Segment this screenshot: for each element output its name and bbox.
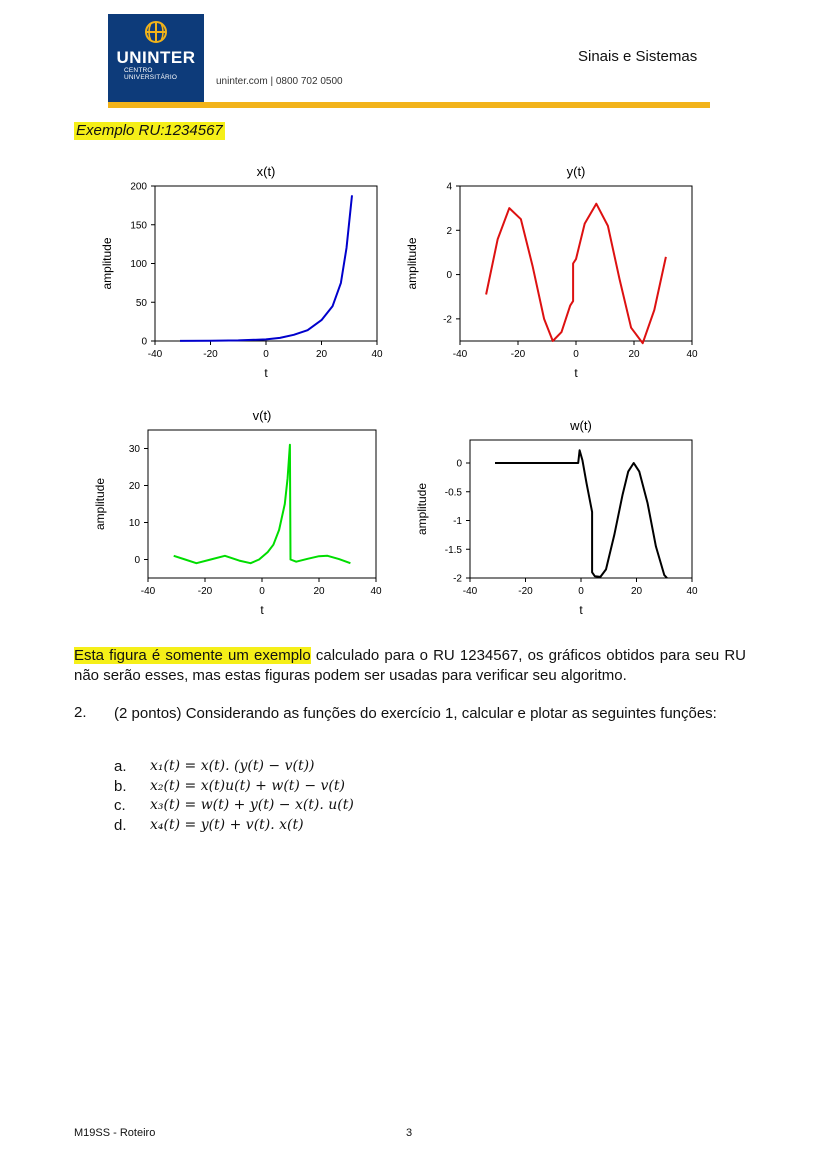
course-title: Sinais e Sistemas <box>578 48 698 65</box>
y-axis-label: amplitude <box>405 237 419 290</box>
x-tick-label: -20 <box>518 586 533 597</box>
x-axis-label: t <box>579 603 583 617</box>
header-rule <box>108 102 710 108</box>
y-tick-label: -2 <box>443 314 452 326</box>
item-label: d. <box>114 816 127 834</box>
x-tick-label: -40 <box>147 349 163 360</box>
x-axis-label: t <box>574 366 578 380</box>
x-tick-label: 20 <box>315 349 328 360</box>
logo-sub-1: CENTRO <box>124 67 153 74</box>
y-axis-label: amplitude <box>415 482 429 536</box>
contact-line: uninter.com | 0800 702 0500 <box>216 76 343 87</box>
chart-title: x(t) <box>256 164 276 179</box>
page-number: 3 <box>406 1127 413 1139</box>
y-tick-label: -1.5 <box>444 544 462 556</box>
y-tick-label: 4 <box>446 181 452 193</box>
y-tick-label: 0 <box>134 555 140 566</box>
chart-title: y(t) <box>566 164 586 179</box>
footer-doc-name: M19SS - Roteiro <box>74 1127 156 1139</box>
globe-icon <box>108 20 204 49</box>
equation: x₁(t) = x(t). (y(t) − v(t)) <box>150 758 315 774</box>
x-tick-label: 0 <box>259 586 265 597</box>
y-tick-label: 10 <box>128 518 140 529</box>
x-tick-label: 40 <box>371 349 383 360</box>
y-tick-label: 2 <box>446 225 452 237</box>
series-line <box>486 204 666 344</box>
y-tick-label: 0 <box>456 458 462 470</box>
x-tick-label: 20 <box>313 586 325 597</box>
x-tick-label: -40 <box>140 586 156 597</box>
x-tick-label: -20 <box>203 349 218 360</box>
x-tick-label: 0 <box>578 586 584 597</box>
highlighted-text: Esta figura é somente um exemplo <box>74 647 311 664</box>
x-axis-label: t <box>260 603 264 617</box>
x-tick-label: 0 <box>263 349 269 360</box>
item-label: a. <box>114 758 127 775</box>
x-tick-label: 20 <box>628 349 640 360</box>
y-tick-label: 200 <box>130 181 147 193</box>
y-tick-label: 20 <box>128 481 140 492</box>
series-line <box>180 195 352 341</box>
question-text: (2 pontos) Considerando as funções do exercício 1, calcular e plotar as seguintes funções: <box>114 705 717 722</box>
example-note <box>74 646 746 686</box>
example-title: Exemplo RU:1234567 <box>76 122 223 139</box>
y-tick-label: 0 <box>141 336 147 348</box>
x-tick-label: 40 <box>686 349 698 360</box>
item-label: b. <box>114 777 127 795</box>
y-tick-label: -1 <box>453 516 462 527</box>
uninter-logo <box>108 14 204 106</box>
equation: x₄(t) = y(t) + v(t). x(t) <box>150 816 304 833</box>
y-axis-label: amplitude <box>100 237 114 290</box>
chart-title: v(t) <box>252 408 272 423</box>
example-charts <box>0 150 820 620</box>
x-tick-label: 40 <box>370 586 382 597</box>
item-label: c. <box>114 797 126 814</box>
y-tick-label: 50 <box>135 297 147 309</box>
equation: x₃(t) = w(t) + y(t) − x(t). u(t) <box>150 797 354 813</box>
series-line <box>174 445 351 563</box>
chart-title: w(t) <box>570 418 592 433</box>
question-number: 2. <box>74 704 87 721</box>
x-axis-label: t <box>264 366 268 380</box>
x-tick-label: -40 <box>452 349 468 360</box>
x-tick-label: 40 <box>686 586 698 597</box>
series-line <box>495 450 667 578</box>
x-tick-label: 0 <box>573 349 579 360</box>
x-tick-label: -40 <box>462 586 478 597</box>
y-tick-label: 100 <box>130 259 147 270</box>
logo-sub-2: UNIVERSITÁRIO <box>124 74 178 81</box>
y-tick-label: 0 <box>446 270 452 282</box>
y-tick-label: 150 <box>130 220 147 232</box>
plot-frame <box>460 186 692 341</box>
x-tick-label: -20 <box>197 586 213 597</box>
y-tick-label: 30 <box>128 444 140 455</box>
x-tick-label: -20 <box>510 349 526 360</box>
logo-brand: UNINTER <box>116 48 196 67</box>
note-text: calculado para o RU 1234567, os gráficos obtidos para seu RU não serão esses, mas estas figuras podem ser usadas para verificar seu algoritmo. <box>74 647 746 684</box>
y-axis-label: amplitude <box>93 477 107 531</box>
equation: x₂(t) = x(t)u(t) + w(t) − v(t) <box>150 777 345 794</box>
y-tick-label: -0.5 <box>444 487 462 499</box>
y-tick-label: -2 <box>453 573 462 585</box>
x-tick-label: 20 <box>630 586 643 597</box>
